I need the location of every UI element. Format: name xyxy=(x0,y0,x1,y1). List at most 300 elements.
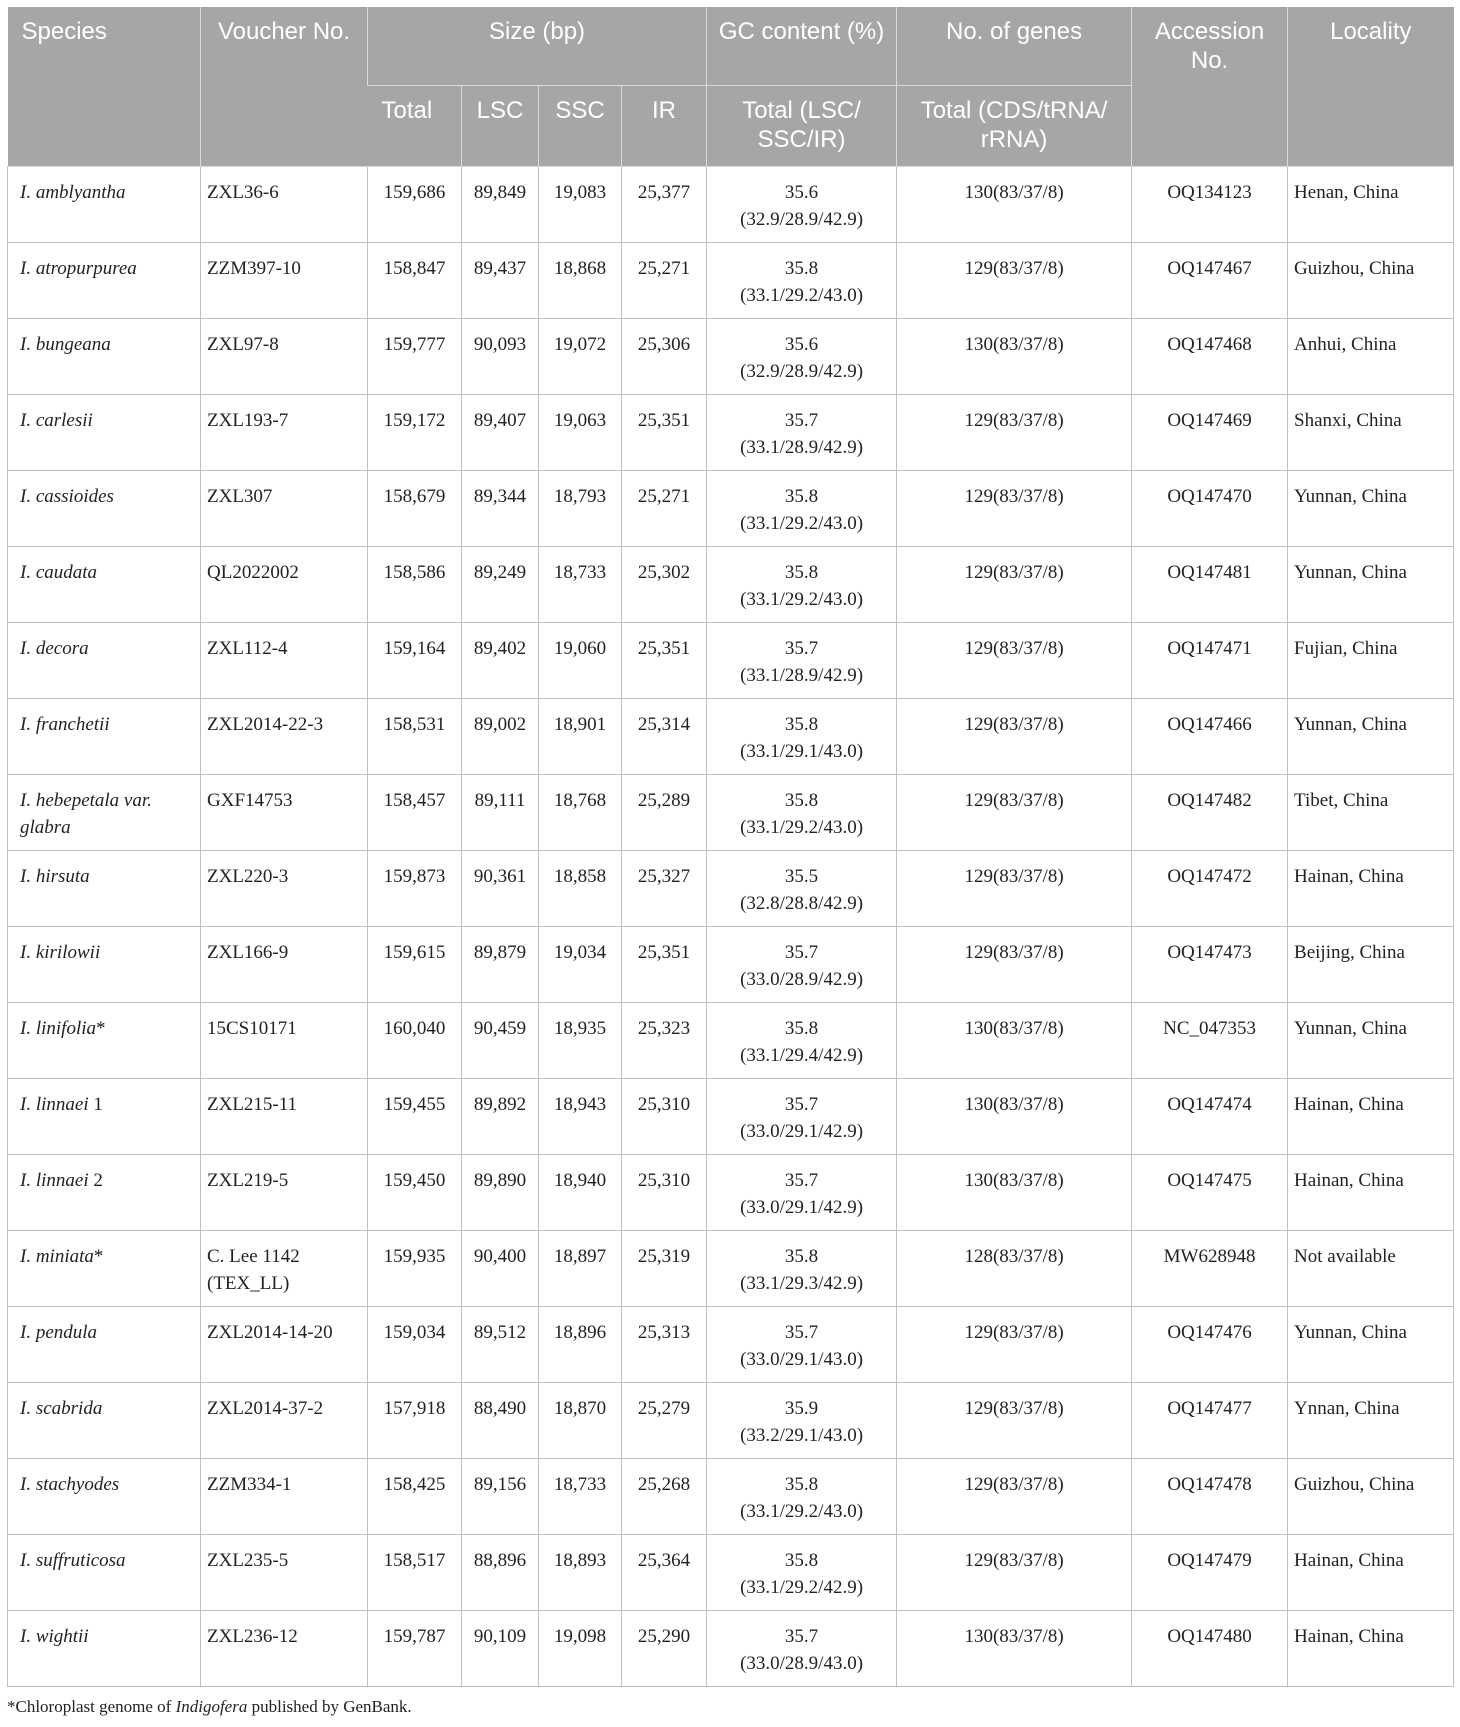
cell-voucher: ZXL307 xyxy=(201,470,368,546)
table-row xyxy=(8,622,1454,698)
table-body xyxy=(8,166,1454,1686)
gc-total: 35.9 xyxy=(784,1397,819,1419)
cell-species xyxy=(8,698,201,774)
table-row xyxy=(8,1306,1454,1382)
gc-total: 35.8 xyxy=(784,1473,819,1495)
cell-gc-content xyxy=(707,926,897,1002)
gc-detail: (33.0/29.1/42.9) xyxy=(740,1196,864,1218)
cell-size-ir: 25,319 xyxy=(622,1230,707,1306)
cell-no-of-genes: 130(83/37/8) xyxy=(897,1610,1132,1686)
cell-voucher: ZXL236-12 xyxy=(201,1610,368,1686)
cell-gc-content xyxy=(707,850,897,926)
cell-size-ssc: 18,858 xyxy=(539,850,622,926)
table-row xyxy=(8,774,1454,850)
cell-accession: OQ147473 xyxy=(1132,926,1288,1002)
cell-accession: MW628948 xyxy=(1132,1230,1288,1306)
cell-size-ssc: 19,060 xyxy=(539,622,622,698)
header-locality: Locality xyxy=(1288,7,1454,166)
gc-total: 35.8 xyxy=(784,485,819,507)
cell-locality: Ynnan, China xyxy=(1288,1382,1454,1458)
cell-size-total: 159,450 xyxy=(368,1154,462,1230)
cell-gc-content xyxy=(707,698,897,774)
cell-size-ir: 25,290 xyxy=(622,1610,707,1686)
cell-size-ir: 25,271 xyxy=(622,242,707,318)
cell-locality: Henan, China xyxy=(1288,166,1454,242)
cell-species xyxy=(8,1610,201,1686)
gc-detail: (33.0/29.1/43.0) xyxy=(740,1348,864,1370)
cell-species xyxy=(8,622,201,698)
cell-species xyxy=(8,850,201,926)
cell-size-ssc: 18,793 xyxy=(539,470,622,546)
cell-size-ssc: 18,896 xyxy=(539,1306,622,1382)
gc-total: 35.8 xyxy=(784,257,819,279)
cell-size-total: 158,517 xyxy=(368,1534,462,1610)
table-row xyxy=(8,1230,1454,1306)
cell-size-ir: 25,289 xyxy=(622,774,707,850)
cell-gc-content xyxy=(707,1078,897,1154)
cell-size-lsc: 88,896 xyxy=(462,1534,539,1610)
header-gc-subtotal: Total (LSC/ SSC/IR) xyxy=(707,85,897,166)
cell-size-ssc: 18,943 xyxy=(539,1078,622,1154)
cell-no-of-genes: 129(83/37/8) xyxy=(897,1534,1132,1610)
cell-gc-content xyxy=(707,1382,897,1458)
cell-species xyxy=(8,926,201,1002)
cell-gc-content xyxy=(707,1534,897,1610)
species-name: I. hebepetala var. glabra xyxy=(20,789,152,838)
species-name: I. cassioides xyxy=(20,485,114,507)
cell-locality: Yunnan, China xyxy=(1288,546,1454,622)
cell-size-ssc: 19,083 xyxy=(539,166,622,242)
species-name: I. franchetii xyxy=(20,713,110,735)
cell-size-lsc: 89,344 xyxy=(462,470,539,546)
cell-size-ir: 25,310 xyxy=(622,1154,707,1230)
table-row xyxy=(8,166,1454,242)
gc-total: 35.8 xyxy=(784,1245,819,1267)
gc-detail: (32.9/28.9/42.9) xyxy=(740,360,864,382)
footnote-prefix: *Chloroplast genome of xyxy=(7,1697,176,1716)
table-row xyxy=(8,850,1454,926)
cell-locality: Hainan, China xyxy=(1288,850,1454,926)
cell-accession: OQ147477 xyxy=(1132,1382,1288,1458)
cell-gc-content xyxy=(707,1230,897,1306)
cell-species xyxy=(8,1154,201,1230)
cell-species xyxy=(8,470,201,546)
cell-species xyxy=(8,1534,201,1610)
cell-no-of-genes: 129(83/37/8) xyxy=(897,1306,1132,1382)
gc-detail: (33.1/29.2/43.0) xyxy=(740,284,864,306)
cell-size-ir: 25,268 xyxy=(622,1458,707,1534)
cell-size-total: 159,615 xyxy=(368,926,462,1002)
gc-detail: (33.0/28.9/43.0) xyxy=(740,1652,864,1674)
cell-size-ir: 25,377 xyxy=(622,166,707,242)
cell-voucher: ZZM397-10 xyxy=(201,242,368,318)
cell-size-ssc: 18,901 xyxy=(539,698,622,774)
gc-detail: (33.0/29.1/42.9) xyxy=(740,1120,864,1142)
cell-size-ir: 25,351 xyxy=(622,926,707,1002)
gc-total: 35.7 xyxy=(784,1321,819,1343)
species-name: I. linnaei xyxy=(20,1169,89,1191)
cell-species xyxy=(8,242,201,318)
cell-no-of-genes: 129(83/37/8) xyxy=(897,774,1132,850)
cell-species xyxy=(8,1230,201,1306)
cell-species xyxy=(8,166,201,242)
cell-accession: OQ147466 xyxy=(1132,698,1288,774)
table-row xyxy=(8,546,1454,622)
cell-gc-content xyxy=(707,318,897,394)
cell-voucher: C. Lee 1142 (TEX_LL) xyxy=(201,1230,368,1306)
cell-locality: Anhui, China xyxy=(1288,318,1454,394)
cell-size-ir: 25,271 xyxy=(622,470,707,546)
table-row xyxy=(8,470,1454,546)
cell-size-ir: 25,314 xyxy=(622,698,707,774)
table-footnote xyxy=(7,1697,412,1717)
cell-size-ssc: 19,098 xyxy=(539,1610,622,1686)
header-voucher: Voucher No. xyxy=(201,7,368,166)
cell-size-total: 158,425 xyxy=(368,1458,462,1534)
cell-voucher: ZXL215-11 xyxy=(201,1078,368,1154)
cell-locality: Hainan, China xyxy=(1288,1078,1454,1154)
gc-detail: (33.1/29.2/42.9) xyxy=(740,1576,864,1598)
cell-size-ir: 25,351 xyxy=(622,394,707,470)
cell-accession: OQ147469 xyxy=(1132,394,1288,470)
cell-voucher: ZXL193-7 xyxy=(201,394,368,470)
cell-locality: Hainan, China xyxy=(1288,1610,1454,1686)
cell-size-lsc: 89,849 xyxy=(462,166,539,242)
gc-detail: (33.1/28.9/42.9) xyxy=(740,664,864,686)
gc-total: 35.7 xyxy=(784,1093,819,1115)
cell-size-ssc: 19,063 xyxy=(539,394,622,470)
cell-size-lsc: 89,111 xyxy=(462,774,539,850)
cell-size-lsc: 89,407 xyxy=(462,394,539,470)
species-name: I. kirilowii xyxy=(20,941,101,963)
header-size-lsc: LSC xyxy=(462,85,539,166)
table-container xyxy=(7,7,1453,1687)
gc-total: 35.8 xyxy=(784,561,819,583)
table-row xyxy=(8,1382,1454,1458)
cell-accession: OQ134123 xyxy=(1132,166,1288,242)
species-name: I. pendula xyxy=(20,1321,98,1343)
cell-size-ir: 25,279 xyxy=(622,1382,707,1458)
cell-no-of-genes: 129(83/37/8) xyxy=(897,394,1132,470)
cell-size-lsc: 90,093 xyxy=(462,318,539,394)
cell-size-lsc: 89,002 xyxy=(462,698,539,774)
cell-accession: OQ147472 xyxy=(1132,850,1288,926)
cell-size-ir: 25,313 xyxy=(622,1306,707,1382)
cell-gc-content xyxy=(707,1002,897,1078)
table-row xyxy=(8,242,1454,318)
cell-size-lsc: 89,879 xyxy=(462,926,539,1002)
gc-total: 35.6 xyxy=(784,181,819,203)
cell-size-total: 158,531 xyxy=(368,698,462,774)
header-genes-subtotal: Total (CDS/tRNA/ rRNA) xyxy=(897,85,1132,166)
cell-size-lsc: 89,402 xyxy=(462,622,539,698)
cell-no-of-genes: 129(83/37/8) xyxy=(897,850,1132,926)
table-header xyxy=(8,7,1454,166)
cell-size-total: 158,586 xyxy=(368,546,462,622)
cell-accession: OQ147474 xyxy=(1132,1078,1288,1154)
cell-no-of-genes: 129(83/37/8) xyxy=(897,1458,1132,1534)
species-name: I. linifolia xyxy=(20,1017,96,1039)
gc-total: 35.8 xyxy=(784,713,819,735)
cell-size-ir: 25,323 xyxy=(622,1002,707,1078)
cell-voucher: ZXL166-9 xyxy=(201,926,368,1002)
table-row xyxy=(8,1534,1454,1610)
header-gc-content: GC content (%) xyxy=(707,7,897,85)
gc-total: 35.8 xyxy=(784,1549,819,1571)
species-suffix: * xyxy=(93,1245,104,1267)
cell-species xyxy=(8,1382,201,1458)
species-name: I. suffruticosa xyxy=(20,1549,126,1571)
cell-size-total: 159,777 xyxy=(368,318,462,394)
cell-size-ir: 25,364 xyxy=(622,1534,707,1610)
cell-size-ir: 25,302 xyxy=(622,546,707,622)
table-row xyxy=(8,1154,1454,1230)
species-name: I. atropurpurea xyxy=(20,257,137,279)
cell-size-lsc: 89,437 xyxy=(462,242,539,318)
table-row xyxy=(8,1002,1454,1078)
table-row xyxy=(8,318,1454,394)
cell-size-ssc: 18,940 xyxy=(539,1154,622,1230)
cell-size-lsc: 89,892 xyxy=(462,1078,539,1154)
cell-size-ssc: 18,868 xyxy=(539,242,622,318)
cell-size-lsc: 89,156 xyxy=(462,1458,539,1534)
cell-voucher: ZXL235-5 xyxy=(201,1534,368,1610)
cell-size-total: 159,935 xyxy=(368,1230,462,1306)
cell-size-ssc: 18,870 xyxy=(539,1382,622,1458)
cell-locality: Fujian, China xyxy=(1288,622,1454,698)
table-row xyxy=(8,394,1454,470)
species-name: I. carlesii xyxy=(20,409,93,431)
cell-gc-content xyxy=(707,242,897,318)
cell-no-of-genes: 129(83/37/8) xyxy=(897,546,1132,622)
cell-size-lsc: 90,459 xyxy=(462,1002,539,1078)
table-row xyxy=(8,1458,1454,1534)
species-suffix: * xyxy=(96,1017,106,1039)
cell-size-ir: 25,306 xyxy=(622,318,707,394)
gc-total: 35.7 xyxy=(784,637,819,659)
cell-locality: Beijing, China xyxy=(1288,926,1454,1002)
cell-species xyxy=(8,1078,201,1154)
cell-accession: OQ147478 xyxy=(1132,1458,1288,1534)
species-name: I. hirsuta xyxy=(20,865,90,887)
cell-size-ssc: 19,034 xyxy=(539,926,622,1002)
gc-total: 35.6 xyxy=(784,333,819,355)
cell-size-ir: 25,310 xyxy=(622,1078,707,1154)
header-size-total: Total xyxy=(368,85,462,166)
cell-no-of-genes: 130(83/37/8) xyxy=(897,1002,1132,1078)
cell-size-lsc: 89,512 xyxy=(462,1306,539,1382)
cell-size-total: 159,686 xyxy=(368,166,462,242)
cell-voucher: ZXL2014-14-20 xyxy=(201,1306,368,1382)
cell-accession: NC_047353 xyxy=(1132,1002,1288,1078)
cell-species xyxy=(8,774,201,850)
table-row xyxy=(8,1078,1454,1154)
cell-gc-content xyxy=(707,546,897,622)
cell-gc-content xyxy=(707,1610,897,1686)
cell-size-total: 158,457 xyxy=(368,774,462,850)
cell-accession: OQ147480 xyxy=(1132,1610,1288,1686)
cell-size-ir: 25,351 xyxy=(622,622,707,698)
cell-size-total: 159,164 xyxy=(368,622,462,698)
cell-no-of-genes: 129(83/37/8) xyxy=(897,622,1132,698)
cell-size-ir: 25,327 xyxy=(622,850,707,926)
header-accession: Accession No. xyxy=(1132,7,1288,166)
cell-size-total: 160,040 xyxy=(368,1002,462,1078)
cell-voucher: ZXL2014-37-2 xyxy=(201,1382,368,1458)
header-size-ssc: SSC xyxy=(539,85,622,166)
cell-locality: Shanxi, China xyxy=(1288,394,1454,470)
species-name: I. caudata xyxy=(20,561,98,583)
cell-locality: Tibet, China xyxy=(1288,774,1454,850)
gc-detail: (33.1/28.9/42.9) xyxy=(740,436,864,458)
cell-size-lsc: 90,400 xyxy=(462,1230,539,1306)
cell-gc-content xyxy=(707,622,897,698)
cell-voucher: ZXL112-4 xyxy=(201,622,368,698)
cell-accession: OQ147470 xyxy=(1132,470,1288,546)
cell-size-ssc: 18,893 xyxy=(539,1534,622,1610)
table-row xyxy=(8,1610,1454,1686)
cell-no-of-genes: 129(83/37/8) xyxy=(897,698,1132,774)
gc-total: 35.7 xyxy=(784,941,819,963)
cell-species xyxy=(8,546,201,622)
gc-total: 35.7 xyxy=(784,409,819,431)
cell-size-ssc: 18,935 xyxy=(539,1002,622,1078)
cell-size-total: 157,918 xyxy=(368,1382,462,1458)
cell-accession: OQ147471 xyxy=(1132,622,1288,698)
cell-no-of-genes: 130(83/37/8) xyxy=(897,1078,1132,1154)
gc-total: 35.7 xyxy=(784,1169,819,1191)
chloroplast-genome-table xyxy=(7,7,1454,1687)
species-name: I. bungeana xyxy=(20,333,111,355)
gc-detail: (33.0/28.9/42.9) xyxy=(740,968,864,990)
cell-size-total: 158,679 xyxy=(368,470,462,546)
cell-size-lsc: 88,490 xyxy=(462,1382,539,1458)
cell-size-total: 159,034 xyxy=(368,1306,462,1382)
cell-size-lsc: 89,249 xyxy=(462,546,539,622)
species-name: I. decora xyxy=(20,637,89,659)
gc-detail: (33.1/29.2/43.0) xyxy=(740,512,864,534)
cell-gc-content xyxy=(707,166,897,242)
cell-voucher: ZXL36-6 xyxy=(201,166,368,242)
cell-size-lsc: 90,109 xyxy=(462,1610,539,1686)
cell-voucher: ZXL2014-22-3 xyxy=(201,698,368,774)
cell-accession: OQ147482 xyxy=(1132,774,1288,850)
species-suffix: 1 xyxy=(88,1093,103,1115)
gc-detail: (32.8/28.8/42.9) xyxy=(740,892,864,914)
cell-gc-content xyxy=(707,1154,897,1230)
header-species: Species xyxy=(8,7,201,166)
gc-detail: (33.2/29.1/43.0) xyxy=(740,1424,864,1446)
gc-total: 35.5 xyxy=(784,865,819,887)
cell-no-of-genes: 129(83/37/8) xyxy=(897,1382,1132,1458)
cell-gc-content xyxy=(707,394,897,470)
cell-voucher: ZXL220-3 xyxy=(201,850,368,926)
header-size-ir: IR xyxy=(622,85,707,166)
gc-detail: (33.1/29.2/43.0) xyxy=(740,1500,864,1522)
cell-voucher: ZXL219-5 xyxy=(201,1154,368,1230)
gc-detail: (33.1/29.1/43.0) xyxy=(740,740,864,762)
gc-total: 35.8 xyxy=(784,789,819,811)
cell-species xyxy=(8,1306,201,1382)
gc-total: 35.7 xyxy=(784,1625,819,1647)
cell-size-total: 159,172 xyxy=(368,394,462,470)
cell-size-ssc: 18,768 xyxy=(539,774,622,850)
cell-locality: Yunnan, China xyxy=(1288,1002,1454,1078)
cell-size-lsc: 90,361 xyxy=(462,850,539,926)
table-row xyxy=(8,926,1454,1002)
cell-locality: Hainan, China xyxy=(1288,1154,1454,1230)
cell-no-of-genes: 129(83/37/8) xyxy=(897,926,1132,1002)
cell-size-total: 158,847 xyxy=(368,242,462,318)
cell-size-total: 159,787 xyxy=(368,1610,462,1686)
cell-species xyxy=(8,1002,201,1078)
cell-species xyxy=(8,394,201,470)
gc-total: 35.8 xyxy=(784,1017,819,1039)
cell-no-of-genes: 129(83/37/8) xyxy=(897,470,1132,546)
gc-detail: (33.1/29.3/42.9) xyxy=(740,1272,864,1294)
cell-accession: OQ147481 xyxy=(1132,546,1288,622)
species-name: I. wightii xyxy=(20,1625,89,1647)
cell-accession: OQ147468 xyxy=(1132,318,1288,394)
cell-accession: OQ147476 xyxy=(1132,1306,1288,1382)
gc-detail: (33.1/29.4/42.9) xyxy=(740,1044,864,1066)
cell-species xyxy=(8,1458,201,1534)
cell-locality: Yunnan, China xyxy=(1288,698,1454,774)
cell-voucher: GXF14753 xyxy=(201,774,368,850)
cell-size-lsc: 89,890 xyxy=(462,1154,539,1230)
header-size: Size (bp) xyxy=(368,7,707,85)
footnote-suffix: published by GenBank. xyxy=(247,1697,412,1716)
cell-no-of-genes: 128(83/37/8) xyxy=(897,1230,1132,1306)
cell-voucher: 15CS10171 xyxy=(201,1002,368,1078)
cell-gc-content xyxy=(707,1306,897,1382)
cell-accession: OQ147479 xyxy=(1132,1534,1288,1610)
cell-voucher: ZZM334-1 xyxy=(201,1458,368,1534)
cell-size-ssc: 18,733 xyxy=(539,546,622,622)
cell-size-total: 159,455 xyxy=(368,1078,462,1154)
cell-locality: Not available xyxy=(1288,1230,1454,1306)
species-name: I. amblyantha xyxy=(20,181,126,203)
cell-size-ssc: 18,733 xyxy=(539,1458,622,1534)
cell-species xyxy=(8,318,201,394)
cell-locality: Guizhou, China xyxy=(1288,1458,1454,1534)
cell-accession: OQ147467 xyxy=(1132,242,1288,318)
cell-size-ssc: 19,072 xyxy=(539,318,622,394)
header-no-of-genes: No. of genes xyxy=(897,7,1132,85)
cell-locality: Yunnan, China xyxy=(1288,1306,1454,1382)
cell-no-of-genes: 130(83/37/8) xyxy=(897,318,1132,394)
gc-detail: (33.1/29.2/43.0) xyxy=(740,816,864,838)
species-name: I. linnaei xyxy=(20,1093,89,1115)
cell-gc-content xyxy=(707,774,897,850)
cell-size-ssc: 18,897 xyxy=(539,1230,622,1306)
species-name: I. scabrida xyxy=(20,1397,103,1419)
cell-gc-content xyxy=(707,1458,897,1534)
gc-detail: (32.9/28.9/42.9) xyxy=(740,208,864,230)
cell-locality: Yunnan, China xyxy=(1288,470,1454,546)
gc-detail: (33.1/29.2/43.0) xyxy=(740,588,864,610)
cell-voucher: ZXL97-8 xyxy=(201,318,368,394)
cell-locality: Hainan, China xyxy=(1288,1534,1454,1610)
cell-size-total: 159,873 xyxy=(368,850,462,926)
cell-voucher: QL2022002 xyxy=(201,546,368,622)
cell-no-of-genes: 130(83/37/8) xyxy=(897,1154,1132,1230)
species-name: I. miniata xyxy=(20,1245,94,1267)
cell-no-of-genes: 129(83/37/8) xyxy=(897,242,1132,318)
species-name: I. stachyodes xyxy=(20,1473,120,1495)
species-suffix: 2 xyxy=(88,1169,103,1191)
cell-accession: OQ147475 xyxy=(1132,1154,1288,1230)
